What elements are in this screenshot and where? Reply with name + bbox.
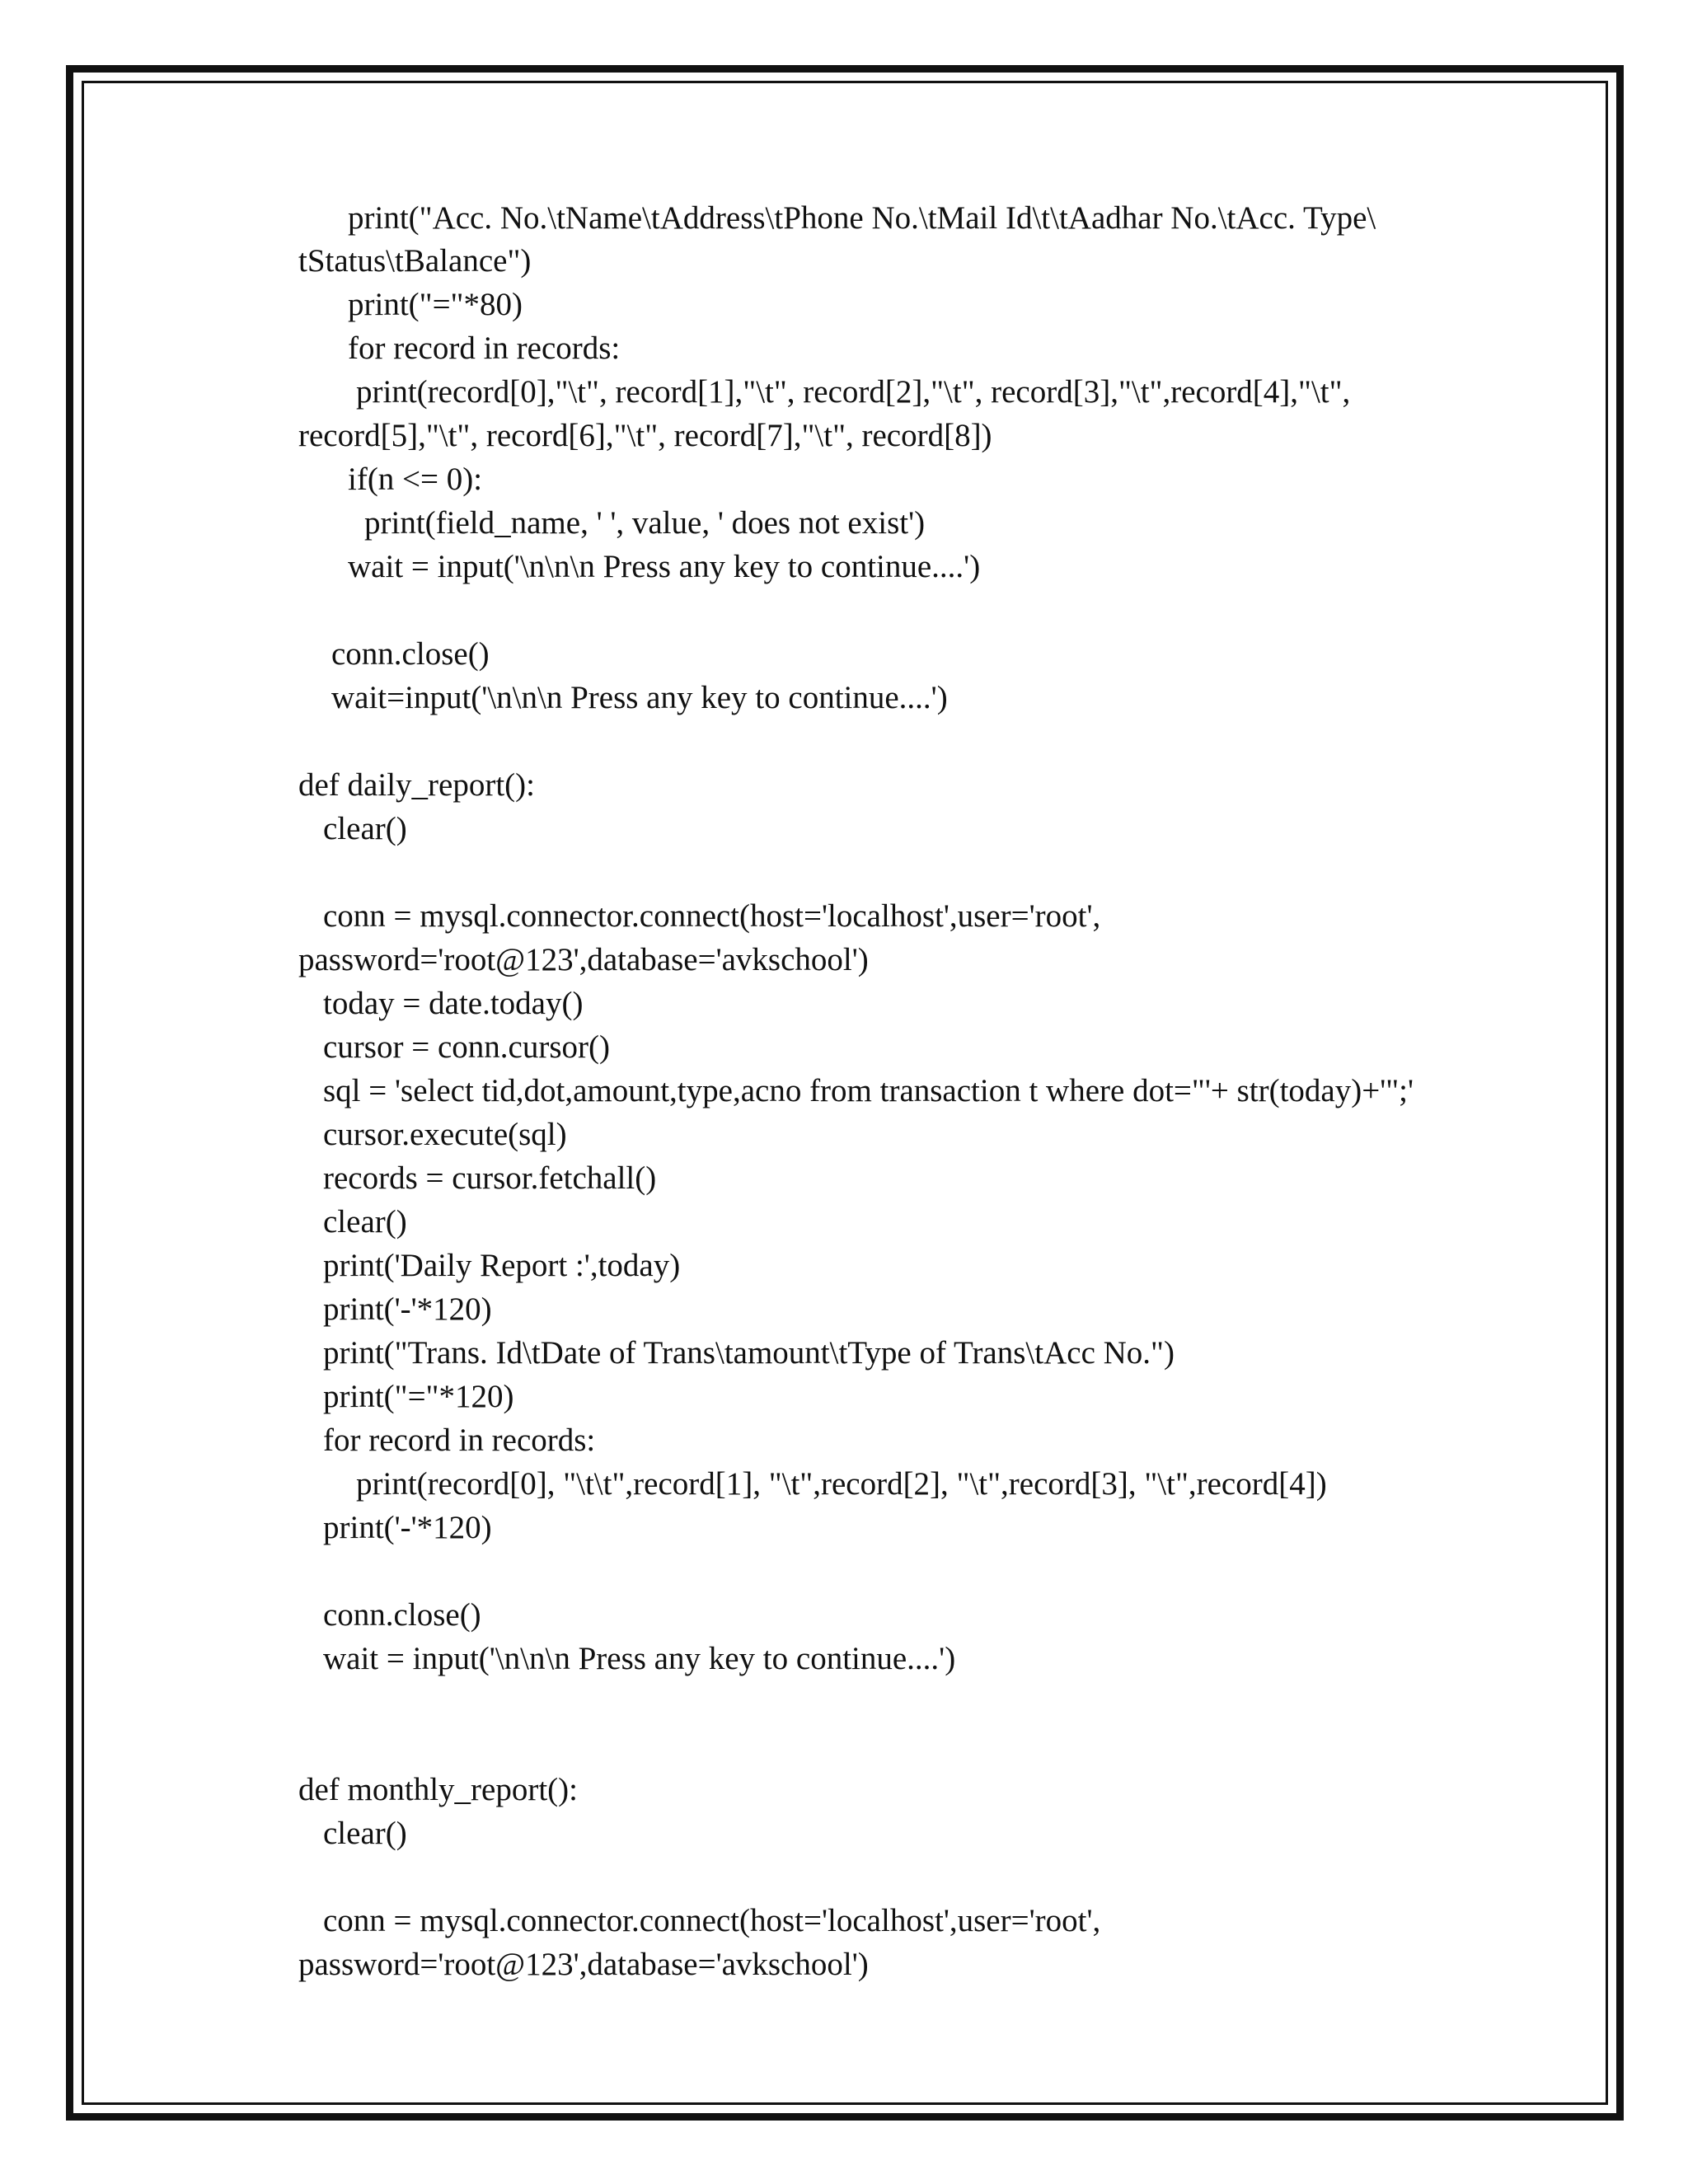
- code-line: conn.close(): [323, 1597, 481, 1633]
- code-line: print("="*120): [323, 1379, 514, 1414]
- code-line: password='root@123',database='avkschool'): [298, 1947, 869, 1982]
- code-line: conn = mysql.connector.connect(host='localhost',user='root',: [323, 1903, 1101, 1938]
- code-line: print("="*80): [348, 287, 523, 322]
- code-line: clear(): [323, 1816, 407, 1851]
- code-line: records = cursor.fetchall(): [323, 1160, 657, 1196]
- code-line: def monthly_report():: [298, 1772, 578, 1807]
- code-line: record[5],"\t", record[6],"\t", record[7],"\t", record[8]): [298, 418, 992, 453]
- code-line: for record in records:: [323, 1422, 596, 1458]
- code-line: print(record[0],"\t", record[1],"\t", record[2],"\t", record[3],"\t",record[4],"\t",: [356, 374, 1351, 410]
- code-line: if(n <= 0):: [348, 462, 483, 497]
- code-line: print(record[0], "\t\t",record[1], "\t",record[2], "\t",record[3], "\t",record[4]): [356, 1466, 1327, 1502]
- code-line: wait=input('\n\n\n Press any key to continue....'): [331, 680, 948, 715]
- code-line: today = date.today(): [323, 986, 584, 1021]
- code-line: print('-'*120): [323, 1291, 492, 1327]
- code-line: tStatus\tBalance"): [298, 243, 532, 279]
- code-line: print("Acc. No.\tName\tAddress\tPhone No.\tMail Id\t\tAadhar No.\tAcc. Type\: [348, 200, 1376, 236]
- code-line: clear(): [323, 1204, 407, 1240]
- code-line: print("Trans. Id\tDate of Trans\tamount\tType of Trans\tAcc No."): [323, 1335, 1175, 1371]
- code-line: conn.close(): [331, 636, 490, 672]
- code-line: print('-'*120): [323, 1510, 492, 1545]
- code-line: print(field_name, ' ', value, ' does not exist'): [364, 505, 926, 541]
- code-line: def daily_report():: [298, 767, 535, 803]
- code-line: password='root@123',database='avkschool'): [298, 942, 869, 977]
- code-line: wait = input('\n\n\n Press any key to continue....'): [323, 1641, 956, 1676]
- code-line: for record in records:: [348, 330, 621, 366]
- code-line: print('Daily Report :',today): [323, 1248, 681, 1283]
- code-line: wait = input('\n\n\n Press any key to continue....'): [348, 549, 981, 584]
- code-line: cursor.execute(sql): [323, 1117, 567, 1152]
- code-line: conn = mysql.connector.connect(host='localhost',user='root',: [323, 898, 1101, 934]
- code-line: sql = 'select tid,dot,amount,type,acno from transaction t where dot="'+ str(today)+'";': [323, 1073, 1414, 1108]
- code-line: clear(): [323, 811, 407, 846]
- code-line: cursor = conn.cursor(): [323, 1029, 610, 1065]
